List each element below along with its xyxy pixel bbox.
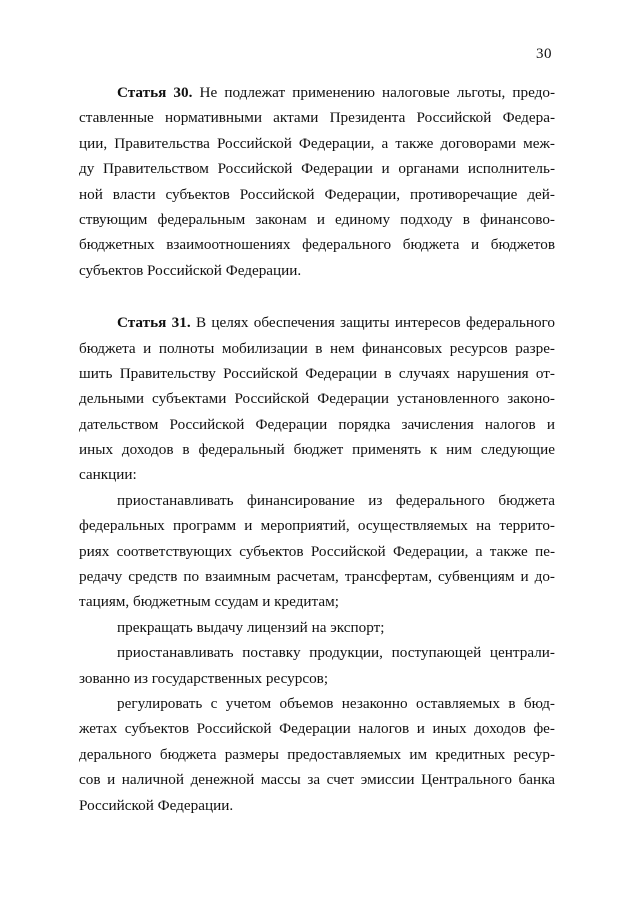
text-line: тациям, бюджетным ссудам и кредитам; [79, 593, 339, 611]
article-30-first-line [79, 80, 555, 105]
text-line: ду Правительством Российской Федерации и органами исполнитель- [79, 160, 555, 178]
text-line: прекращать выдачу лицензий на экспорт; [117, 618, 385, 636]
text-line: жетах субъектов Российской Федерации налогов и иных доходов фе- [79, 720, 555, 738]
article-30 [79, 80, 555, 283]
sanction-3 [79, 640, 555, 691]
text-line: зованно из государственных ресурсов; [79, 669, 329, 687]
text-line: субъектов Российской Федерации. [79, 261, 302, 279]
text-line: иных доходов в федеральный бюджет применять к ним следующие [79, 441, 555, 459]
text-line: дательством Российской Федерации порядка зачисления налогов и [79, 415, 555, 433]
text-line: ции, Правительства Российской Федерации, а также договорами меж- [79, 134, 555, 152]
article-31-heading: Статья 31. [117, 314, 191, 332]
text-line: ной власти субъектов Российской Федерации, противоречащие дей- [79, 185, 555, 203]
text-line: приостанавливать поставку продукции, поступающей централи- [117, 644, 555, 662]
text-line: Российской Федерации. [79, 796, 234, 814]
article-31 [79, 310, 555, 818]
text-line: санкции: [79, 466, 137, 484]
text-line: регулировать с учетом объемов незаконно оставляемых в бюд- [117, 694, 555, 712]
document-body [79, 80, 555, 818]
text-line: приостанавливать финансирование из федерального бюджета [117, 491, 555, 509]
text-line: Не подлежат применению налоговые льготы, предо- [199, 84, 556, 101]
text-line: редачу средств по взаимным расчетам, трансфертам, субвенциям и до- [79, 568, 555, 586]
sanction-4 [79, 691, 555, 818]
text-line: ствующим федеральным законам и единому подходу в финансово- [79, 210, 555, 228]
text-line: бюджетных взаимоотношениях федерального бюджета и бюджетов [79, 236, 555, 254]
page-number: 30 [536, 46, 552, 62]
text-line: бюджета и полноты мобилизации в нем финансовых ресурсов разре- [79, 339, 555, 357]
text-line: В целях обеспечения защиты интересов федерального [195, 314, 555, 332]
sanction-2 [79, 615, 555, 640]
text-line: ставленные нормативными актами Президента Российской Федера- [79, 109, 555, 127]
text-line: федеральных программ и мероприятий, осуществляемых на террито- [79, 517, 555, 535]
text-line: дельными субъектами Российской Федерации установленного законо- [79, 390, 555, 408]
text-line: сов и наличной денежной массы за счет эмиссии Центрального банка [79, 771, 555, 789]
text-line: дерального бюджета размеры предоставляемых им кредитных ресур- [79, 745, 555, 763]
article-31-first-line [79, 310, 555, 335]
article-30-heading: Статья 30. [117, 84, 193, 101]
paragraph-gap [79, 283, 555, 310]
text-line: шить Правительству Российской Федерации в случаях нарушения от- [79, 364, 555, 382]
sanction-1 [79, 488, 555, 615]
text-line: риях соответствующих субъектов Российской Федерации, а также пе- [79, 542, 555, 560]
